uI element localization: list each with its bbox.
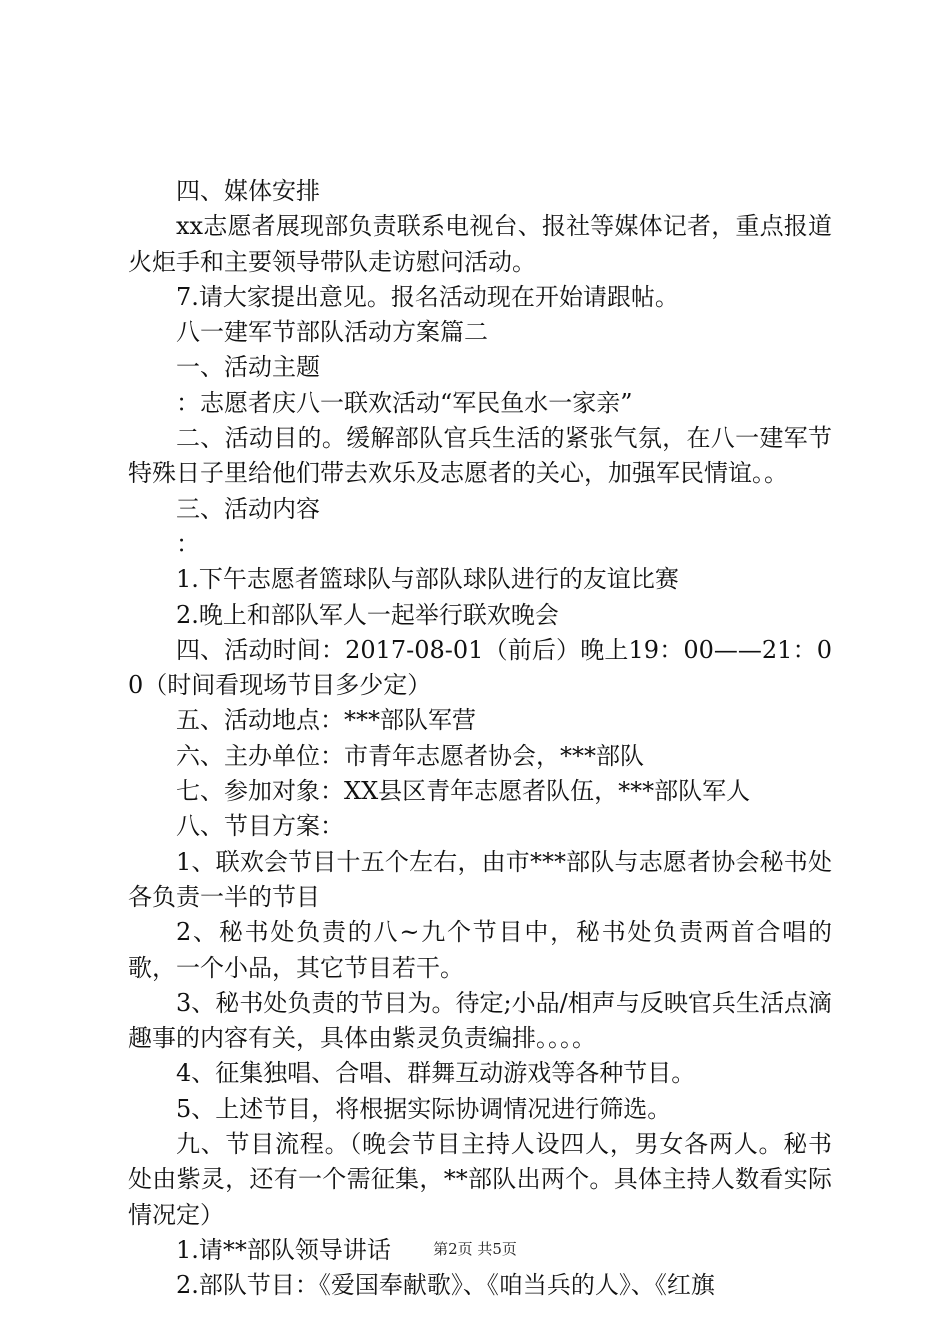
- section-heading-theme: 一、活动主题: [176, 353, 320, 382]
- section-heading-program: 八、节目方案：: [176, 812, 344, 841]
- paragraph-colon: ：: [176, 529, 200, 558]
- program-item-4: 4、征集独唱、合唱、群舞互动游戏等各种节目。: [176, 1059, 696, 1088]
- program-item-3: 3、秘书处负责的节目为。待定;小品/相声与反映官兵生活点滴趣事的内容有关，具体由紫灵负责编排。。。。: [128, 988, 832, 1053]
- program-item-2: 2、秘书处负责的八~九个节目中，秘书处负责两首合唱的歌，一个小品，其它节目若干。: [128, 918, 832, 982]
- paragraph-signup: 7.请大家提出意见。报名活动现在开始请跟帖。: [176, 282, 679, 311]
- page-footer: 第2页 共5页: [433, 1240, 517, 1258]
- paragraph-program-flow: 九、节目流程。（晚会节目主持人设四人，男女各两人。秘书处由紫灵，还有一个需征集，**部队出两个。具体主持人数看实际情况定）: [128, 1130, 832, 1229]
- list-item-basketball: 1.下午志愿者篮球队与部队球队进行的友谊比赛: [176, 565, 679, 594]
- paragraph-time: 四、活动时间：2017-08-01（前后）晚上19：00——21：00（时间看现场节目多少定）: [128, 635, 832, 700]
- paragraph-location: 五、活动地点：***部队军营: [176, 706, 476, 735]
- plan-two-title: 八一建军节部队活动方案篇二: [176, 318, 488, 347]
- document-body: [128, 174, 832, 1304]
- section-heading-media: 四、媒体安排: [176, 177, 320, 205]
- program-item-5: 5、上述节目，将根据实际协调情况进行筛选。: [176, 1094, 672, 1123]
- section-heading-content: 三、活动内容: [176, 494, 320, 523]
- list-item-party: 2.晚上和部队军人一起举行联欢晚会: [176, 600, 559, 629]
- program-item-1: 1、联欢会节目十五个左右，由市***部队与志愿者协会秘书处各负责一半的节目: [128, 847, 832, 911]
- paragraph-participants: 七、参加对象：XX县区青年志愿者队伍，***部队军人: [176, 777, 751, 806]
- paragraph-theme: ：志愿者庆八一联欢活动“军民鱼水一家亲”: [176, 388, 633, 417]
- paragraph-media-arrangement: xx志愿者展现部负责联系电视台、报社等媒体记者，重点报道火炬手和主要领导带队走访慰问活动。: [128, 212, 832, 276]
- flow-item-1: 1.请**部队领导讲话: [176, 1235, 391, 1264]
- paragraph-purpose: 二、活动目的。缓解部队官兵生活的紧张气氛，在八一建军节特殊日子里给他们带去欢乐及志愿者的关心，加强军民情谊。。: [128, 424, 832, 488]
- flow-item-2: 2.部队节目：《爱国奉献歌》、《咱当兵的人》、《红旗: [176, 1271, 715, 1300]
- paragraph-organizer: 六、主办单位：市青年志愿者协会，***部队: [176, 741, 644, 770]
